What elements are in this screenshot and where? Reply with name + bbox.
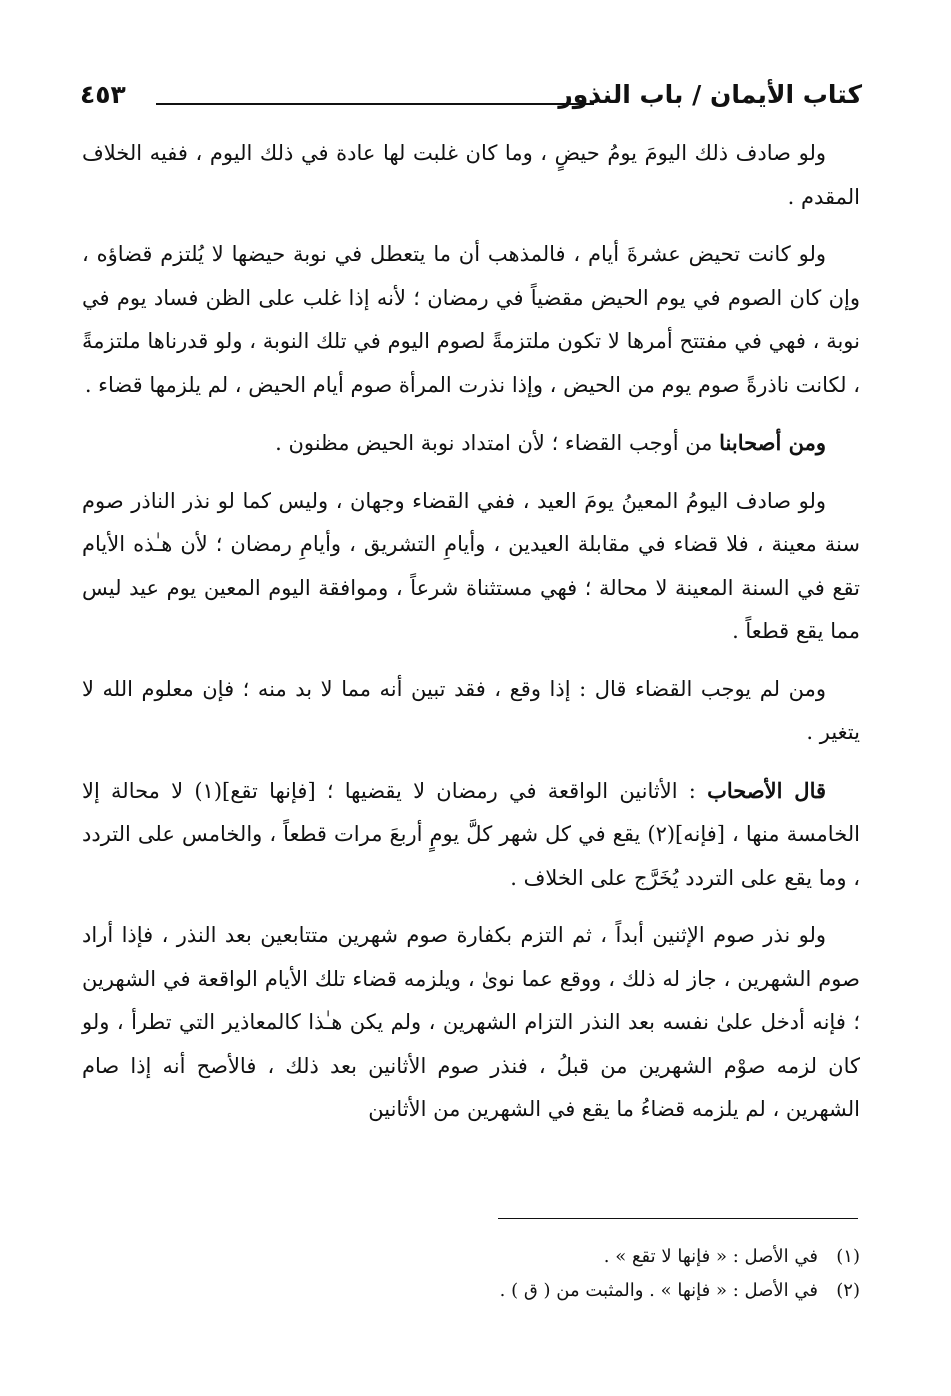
paragraph-text: ومن لم يوجب القضاء قال : إذا وقع ، فقد تبين أنه مما لا بد منه ؛ فإن معلوم الله لا يتغير .	[82, 676, 860, 744]
paragraph-text: ولو صادف ذلك اليومَ يومُ حيضٍ ، وما كان غلبت لها عادة في ذلك اليوم ، ففيه الخلاف المقدم .	[82, 141, 860, 209]
running-title: كتاب الأيمان / باب النذور	[558, 80, 862, 109]
paragraph	[82, 668, 860, 755]
paragraph	[82, 769, 860, 901]
paragraph	[82, 421, 860, 466]
footnote	[120, 1240, 860, 1274]
header-rule	[156, 103, 594, 105]
paragraph	[82, 233, 860, 407]
paragraph-text: ولو كانت تحيض عشرةَ أيام ، فالمذهب أن ما يتعطل في نوبة حيضها لا يُلتزم قضاؤه ، وإن كان الصوم في يوم الحيض مقضياً في رمضان ؛ لأنه إذا غلب على الظن فساد يوم في نوبة ، فهي في مفتتح أمرها لا تكون ملتزمةً لصوم اليوم في تلك النوبة ، ولو قدرناها ملتزمةً ، لكانت ناذرةً صوم يوم من الحيض ، وإذا نذرت المرأة صوم أيام الحيض ، لم يلزمها قضاء .	[82, 242, 860, 397]
footnote-text: في الأصل : « فإنها » . والمثبت من ( ق ) .	[499, 1280, 818, 1301]
paragraph-text: : الأثانين الواقعة في رمضان لا يقضيها ؛ [فإنها تقع](١) لا محالة إلا الخامسة منها ، [فإنه](٢) يقع في كل شهر كلَّ يومٍ أربعَ مرات قطعاً ، والخامس على التردد ، وما يقع على التردد يُخَرَّج على الخلاف .	[82, 778, 860, 890]
footnote-text: في الأصل : « فإنها لا تقع » .	[603, 1246, 818, 1267]
footnote-number: (١)	[836, 1246, 860, 1267]
paragraph-text: من أوجب القضاء ؛ لأن امتداد نوبة الحيض مظنون .	[275, 431, 720, 455]
page-number: ٤٥٣	[80, 80, 126, 109]
paragraph-text: ولو صادف اليومُ المعينُ يومَ العيد ، ففي القضاء وجهان ، وليس كما لو نذر الناذر صوم سنة معينة ، فلا قضاء في مقابلة العيدين ، وأيامِ التشريق ، وأيامِ رمضان ؛ لأن هـٰذه الأيام تقع في السنة المعينة لا محالة ؛ فهي مستثناة شرعاً ، وموافقة اليوم المعين يوم عيد ليس مما يقع قطعاً .	[82, 488, 860, 643]
footnote-separator	[498, 1218, 858, 1219]
footnote-number: (٢)	[836, 1280, 860, 1301]
paragraph-text: ولو نذر صوم الإثنين أبداً ، ثم التزم بكفارة صوم شهرين متتابعين بعد النذر ، فإذا أراد صوم الشهرين ، جاز له ذلك ، ووقع عما نوىٰ ، ويلزمه قضاء تلك الأيام الواقعة في الشهرين ؛ فإنه أدخل علىٰ نفسه بعد النذر التزام الشهرين ، ولم يكن هـٰذا كالمعاذير التي تطرأ ، ولو كان لزمه صوْم الشهرين من قبلُ ، فنذر صوم الأثانين بعد ذلك ، فالأصح أنه إذا صام الشهرين ، لم يلزمه قضاءُ ما يقع في الشهرين من الأثانين	[82, 923, 860, 1121]
paragraph	[82, 914, 860, 1132]
paragraph	[82, 480, 860, 654]
paragraph-lead: ومن أصحابنا	[719, 430, 826, 455]
main-text	[82, 132, 860, 1146]
paragraph	[82, 132, 860, 219]
page-header	[80, 76, 862, 126]
paragraph-lead: قال الأصحاب	[707, 777, 827, 803]
footnotes	[120, 1240, 860, 1308]
footnote	[120, 1274, 860, 1308]
